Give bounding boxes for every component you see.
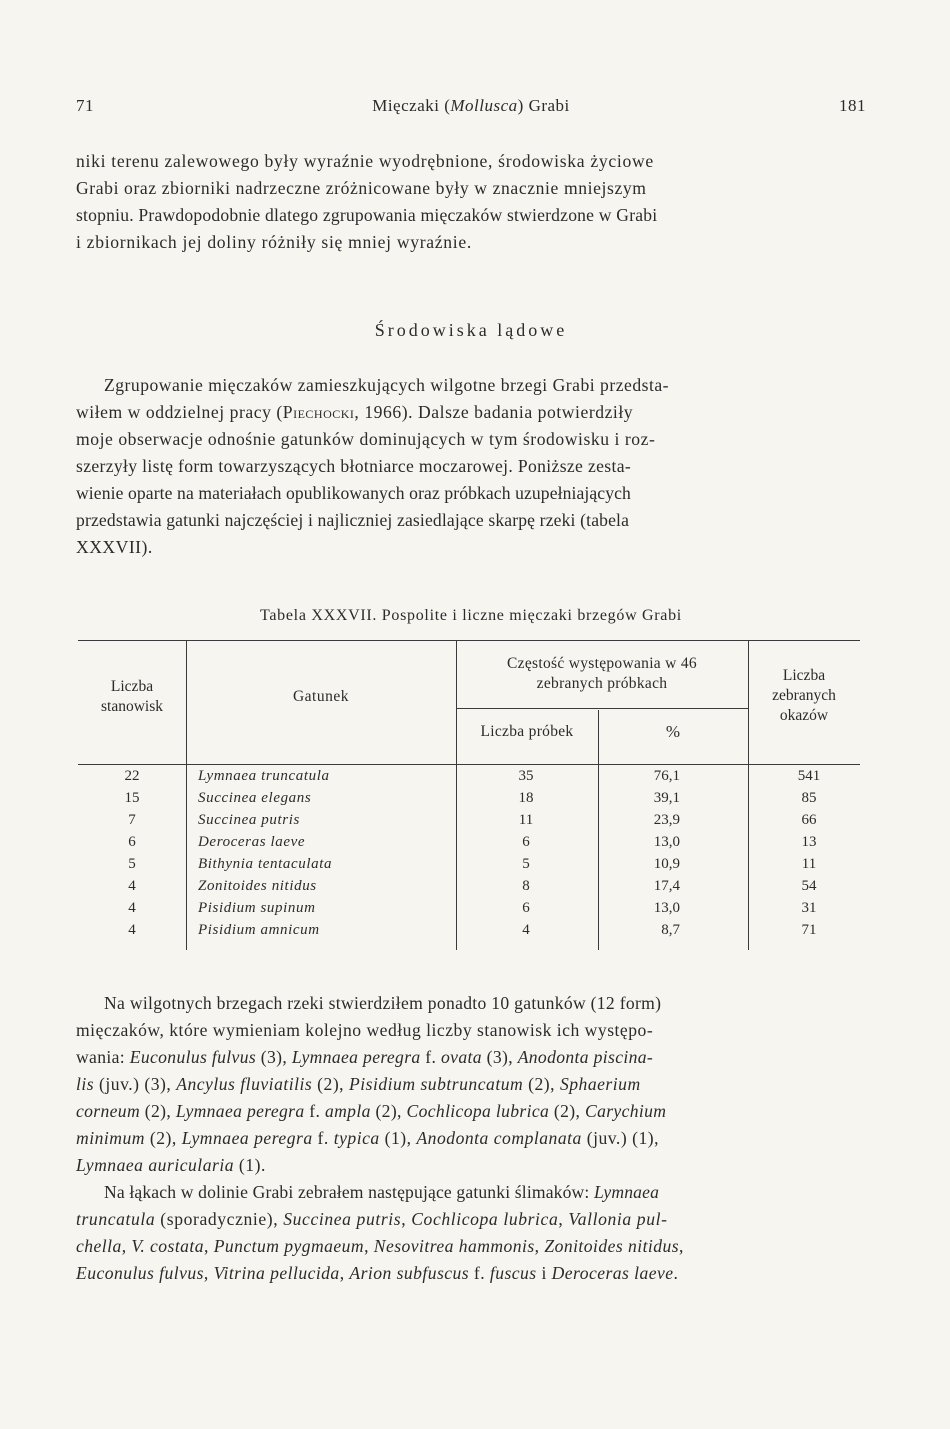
header-text: zebranych [772,687,836,704]
cell-percent: 10,9 [653,856,680,872]
table-row [78,878,860,900]
text-fragment: (2), [140,1101,176,1121]
species-name: Cochlicopa lubrica [406,1101,550,1121]
cell-sites: 4 [128,922,136,938]
cell-specimens: 71 [801,922,817,938]
cell-species: Deroceras laeve [198,834,306,850]
cell-percent: 23,9 [653,812,680,828]
form-name: ampla [324,1101,371,1121]
text-fragment: f. [469,1263,490,1283]
text-line: przedstawia gatunki najczęściej i najliczniej zasiedlające skarpę rzeki (tabela [76,510,630,530]
cell-samples: 18 [518,790,534,806]
species-name: Punctum pygmaeum [213,1236,365,1256]
cell-species: Bithynia tentaculata [198,856,333,872]
form-name: ovata [441,1047,482,1067]
text-fragment: , [204,1236,214,1256]
text-fragment: . [673,1263,679,1283]
section-paragraph [76,372,866,561]
table-row [78,834,860,856]
table-top-rule [78,640,860,641]
table-subheader-rule [456,708,748,709]
cell-specimens: 13 [801,834,817,850]
section-number: 71 [76,96,94,115]
cell-species: Zonitoides nitidus [198,878,317,894]
cell-percent: 17,4 [653,878,680,894]
cell-samples: 11 [518,812,534,828]
species-name: Carychium [584,1101,667,1121]
text-line: Na wilgotnych brzegach rzeki stwierdziłem ponadto 10 gatunków (12 form) [104,993,662,1013]
text-fragment: f. [304,1101,325,1121]
cell-specimens: 541 [797,768,821,784]
text-fragment: , [558,1209,569,1229]
species-name: Arion subfuscus [349,1263,470,1283]
cell-specimens: 66 [801,812,817,828]
species-name: Pisidium subtruncatum [348,1074,524,1094]
text-fragment: (2), [312,1074,349,1094]
text-fragment: (1). [234,1155,266,1175]
text-fragment: , [339,1263,350,1283]
table-row [78,812,860,834]
species-name: Lymnaea peregra [175,1101,305,1121]
text-line: wienie oparte na materiałach opublikowanych oraz próbkach uzupełniających [76,483,631,503]
text-line: niki terenu zalewowego były wyraźnie wyodrębnione, środowiska życiowe [76,151,654,171]
cell-specimens: 54 [801,878,817,894]
species-name: Anodonta piscina- [517,1047,654,1067]
header-text: Liczba [110,678,154,695]
cell-sites: 15 [124,790,140,806]
cell-sites: 22 [124,768,140,784]
text-fragment: (juv.) (1), [581,1128,659,1148]
text-fragment: (2), [370,1101,407,1121]
species-name: minimum [76,1128,145,1148]
text-fragment: Na łąkach w dolinie Grabi zebrałem następujące gatunki ślimaków: [104,1182,594,1202]
author-name: Piechocki [282,402,355,422]
cell-percent: 39,1 [653,790,680,806]
form-name: typica [333,1128,380,1148]
form-name: fuscus [489,1263,537,1283]
species-name: Vallonia pul- [568,1209,668,1229]
intro-paragraph [76,148,866,256]
text-fragment: i [536,1263,552,1283]
running-title-latin: Mollusca [450,96,518,115]
table-row [78,856,860,878]
species-name: truncatula [76,1209,156,1229]
species-name: Anodonta complanata [416,1128,582,1148]
cell-specimens: 31 [801,900,817,916]
species-name: V. costata [131,1236,205,1256]
text-fragment: (sporadycznie), [155,1209,284,1229]
species-name: Sphaerium [559,1074,641,1094]
cell-percent: 13,0 [653,834,680,850]
cell-sites: 6 [128,834,136,850]
text-line [76,1125,866,1152]
data-table [78,640,860,950]
header-text: Częstość występowania w 46 [507,655,697,672]
species-name: Euconulus fulvus [76,1263,204,1283]
cell-sites: 5 [128,856,136,872]
text-line [76,1206,866,1233]
text-line [76,1233,866,1260]
cell-samples: 6 [522,834,530,850]
text-fragment: wania: [76,1047,130,1067]
species-name: corneum [76,1101,141,1121]
table-header-rule [78,764,860,765]
cell-samples: 6 [522,900,530,916]
cell-percent: 8,7 [661,922,680,938]
paragraph-meadow-species [76,1179,866,1287]
cell-species: Pisidium amnicum [198,922,320,938]
cell-samples: 4 [522,922,530,938]
cell-species: Succinea putris [198,812,300,828]
cell-specimens: 85 [801,790,817,806]
running-head [76,96,866,120]
text-fragment: (2), [523,1074,560,1094]
species-name: Succinea putris [283,1209,402,1229]
table-row [78,900,860,922]
text-fragment: , 1966). Dalsze badania potwierdziły [354,402,634,422]
cell-sites: 4 [128,878,136,894]
text-line: moje obserwacje odnośnie gatunków dominujących w tym środowisku i roz- [76,429,656,449]
species-name: Lymnaea peregra [291,1047,421,1067]
species-name: Vitrina pellucida [213,1263,340,1283]
text-line: Grabi oraz zbiorniki nadrzeczne zróżnicowane były w znacznie mniejszym [76,178,647,198]
cell-species: Pisidium supinum [198,900,316,916]
species-name: Deroceras laeve [551,1263,674,1283]
text-fragment: wiłem w oddzielnej pracy ( [76,402,283,422]
table-row [78,768,860,790]
text-line: XXXVII). [76,537,153,557]
paragraph-additional-species [76,990,866,1179]
text-fragment: (3), [481,1047,518,1067]
text-line [76,1044,866,1071]
text-fragment: , [203,1263,214,1283]
species-name: chella [76,1236,122,1256]
text-line: Zgrupowanie mięczaków zamieszkujących wilgotne brzegi Grabi przedsta- [104,375,670,395]
header-text: Liczba [782,667,826,684]
text-fragment: (2), [145,1128,182,1148]
text-line [76,1260,866,1287]
cell-sites: 7 [128,812,136,828]
species-name: Lymnaea auricularia [76,1155,235,1175]
text-fragment: , [679,1236,684,1256]
cell-sites: 4 [128,900,136,916]
cell-species: Succinea elegans [198,790,312,806]
table-caption: Tabela XXXVII. Pospolite i liczne mięczaki brzegów Grabi [260,607,682,624]
species-name: Lymnaea [594,1182,660,1202]
species-name: Euconulus fulvus [129,1047,257,1067]
cell-specimens: 11 [801,856,817,872]
text-fragment: (1), [379,1128,417,1148]
text-line [76,399,866,426]
header-text: stanowisk [101,698,163,715]
species-name: Nesovitrea hammonis [373,1236,535,1256]
text-fragment: , [121,1236,132,1256]
text-fragment: , [401,1209,412,1229]
text-fragment: f. [420,1047,442,1067]
running-title-pre: Mięczaki ( [372,96,451,115]
text-line: mięczaków, które wymieniam kolejno według liczby stanowisk ich występo- [76,1020,654,1040]
text-line: i zbiornikach jej doliny różniły się mniej wyraźnie. [76,232,472,252]
header-sites [78,677,186,717]
text-line [76,1071,866,1098]
header-text: okazów [779,707,829,724]
cell-samples: 35 [518,768,534,784]
header-percent: % [665,722,681,741]
species-name: Cochlicopa lubrica [411,1209,559,1229]
cell-samples: 8 [522,878,530,894]
species-name: Lymnaea peregra [181,1128,313,1148]
text-line [76,1179,866,1206]
text-line: stopniu. Prawdopodobnie dlatego zgrupowania mięczaków stwierdzone w Grabi [76,205,658,225]
header-specimens [748,666,860,726]
species-name: lis [76,1074,95,1094]
cell-percent: 13,0 [653,900,680,916]
cell-percent: 76,1 [653,768,680,784]
species-name: Zonitoides nitidus [544,1236,680,1256]
text-line [76,1152,866,1179]
header-species: Gatunek [292,688,349,705]
running-title [76,96,866,116]
table-row [78,790,860,812]
text-line: szerzyły listę form towarzyszących błotniarce moczarowej. Poniższe zesta- [76,456,632,476]
cell-samples: 5 [522,856,530,872]
header-frequency [456,654,748,694]
text-fragment: , [364,1236,374,1256]
text-fragment: (3), [256,1047,292,1067]
text-fragment: f. [312,1128,334,1148]
page-number: 181 [839,96,866,115]
text-fragment: (juv.) (3), [94,1074,177,1094]
header-text: zebranych próbkach [536,675,668,692]
text-fragment: , [534,1236,545,1256]
section-heading: Środowiska lądowe [374,320,568,340]
table-row [78,922,860,944]
cell-species: Lymnaea truncatula [198,768,330,784]
running-title-post: ) Grabi [517,96,570,115]
text-fragment: (2), [549,1101,585,1121]
header-sample-count: Liczba próbek [480,723,574,740]
species-name: Ancylus fluviatilis [176,1074,313,1094]
text-line [76,1098,866,1125]
